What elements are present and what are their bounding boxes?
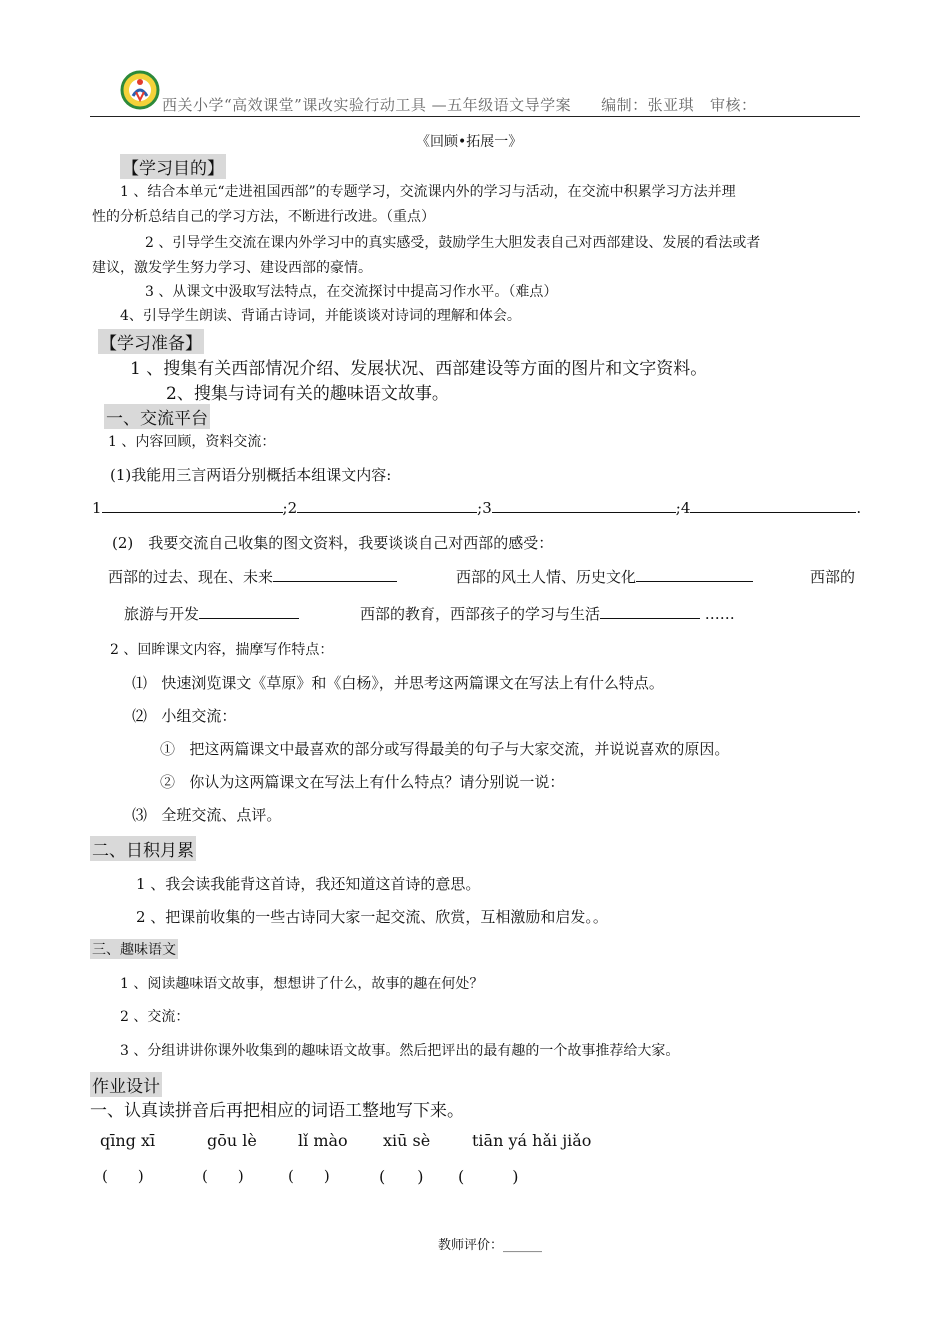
step-2-text: 小组交流： [161,707,237,725]
header-divider [90,116,860,117]
answer-box-4[interactable]: ( ) [379,1167,424,1186]
pinyin-1: qīng xī [100,1131,156,1150]
step-1-num: ⑴ [132,674,148,692]
blank-3-label: ;3 [477,499,492,517]
step-3-num: ⑶ [132,806,148,824]
answer-box-3[interactable]: ( ) [288,1167,330,1185]
answer-box-2[interactable]: ( ) [202,1167,244,1185]
part1-q1: (1)我能用三言两语分别概括本组课文内容: [110,466,392,484]
blank-3[interactable] [492,498,676,513]
part2-item2: 2 、把课前收集的一些古诗同大家一起交流、欣赏，互相激励和启发。。 [136,908,608,926]
topic-c: 西部的 [810,568,856,586]
step-1 [132,672,664,693]
page-header [162,94,756,115]
answer-box-5[interactable]: ( ) [458,1167,519,1186]
header-school-text: 西关小学“高效课堂”课改实验行动工具 —五年级语文导学案 [162,96,572,114]
part3-item1: 1 、阅读趣味语文故事，想想讲了什么，故事的趣在何处？ [120,976,484,992]
summary-blanks [92,498,861,517]
teacher-evaluation-blank[interactable]: ______ [503,1238,543,1253]
blank-end: . [856,499,862,517]
goal-1-line-a: 1 、结合本单元“走进祖国西部”的专题学习，交流课内外的学习与活动，在交流中积累学习方法并理 [120,184,736,200]
part1-sub1: 1 、内容回顾，资料交流： [108,434,276,450]
topic-b-label: 西部的风土人情、历史文化 [456,568,637,586]
topic-b-blank[interactable] [636,567,753,582]
topic-a-blank[interactable] [273,567,397,582]
topic-c2 [124,603,299,624]
pinyin-5: tiān yá hǎi jiǎo [472,1131,592,1150]
blank-1-label: 1 [92,499,102,517]
topic-d [360,603,735,624]
step-3 [132,804,281,825]
header-editor: 编制：张亚琪 [601,96,695,114]
circle-2-num: ② [160,773,176,791]
topic-d-blank[interactable] [600,604,700,619]
blank-4[interactable] [690,498,856,513]
pinyin-2: gōu lè [207,1131,257,1150]
part2-heading: 二、日积月累 [90,836,196,861]
pinyin-3: lǐ mào [298,1131,348,1150]
topic-c2-blank[interactable] [199,604,299,619]
circle-2 [160,771,564,792]
step-1-text: 快速浏览课文《草原》和《白杨》，并思考这两篇课文在写法上有什么特点。 [161,674,664,692]
circle-1-text: 把这两篇课文中最喜欢的部分或写得最美的句子与大家交流，并说说喜欢的原因。 [189,740,730,758]
part1-heading: 一、交流平台 [104,404,210,429]
step-3-text: 全班交流、点评。 [161,806,282,824]
goal-2-line-b: 建议，激发学生努力学习、建设西部的豪情。 [92,260,372,276]
blank-2[interactable] [297,498,477,513]
part3-heading: 三、趣味语文 [90,939,178,959]
circle-1 [160,738,729,759]
step-2 [132,705,236,726]
header-reviewer: 审核： [709,96,757,114]
part1-sub2: 2 、回眸课文内容，揣摩写作特点： [110,642,334,658]
homework-q1: 一、认真读拼音后再把相应的词语工整地写下来。 [90,1101,464,1121]
circle-2-text: 你认为这两篇课文在写法上有什么特点？请分别说一说： [189,773,565,791]
prep-1: 1 、搜集有关西部情况介绍、发展状况、西部建设等方面的图片和文字资料。 [130,359,708,379]
topic-b [456,566,753,587]
goal-4: 4、引导学生朗读、背诵古诗词，并能谈谈对诗词的理解和体会。 [120,308,521,324]
goal-2-line-a: 2 、引导学生交流在课内外学习中的真实感受，鼓励学生大胆发表自己对西部建设、发展的看法或者 [145,235,761,251]
blank-4-label: ;4 [675,499,691,517]
topic-d-label: 西部的教育，西部孩子的学习与生活 [360,605,601,623]
goal-3: 3 、从课文中汲取写法特点，在交流探讨中提高习作水平。（难点） [145,284,558,300]
school-logo [120,70,160,110]
answer-box-1[interactable]: ( ) [102,1167,144,1185]
part1-q2: (2) 我要交流自己收集的图文资料，我要谈谈自己对西部的感受： [112,534,554,552]
part2-item1: 1 、我会读我能背这首诗，我还知道这首诗的意思。 [136,875,481,893]
blank-2-label: ;2 [282,499,298,517]
topic-a-label: 西部的过去、现在、未来 [108,568,274,586]
part3-item2: 2 、交流： [120,1009,190,1025]
topic-a [108,566,397,587]
topic-ellipsis: …… [704,605,735,623]
prep-2: 2、搜集与诗词有关的趣味语文故事。 [166,384,449,404]
prep-heading: 【学习准备】 [98,329,204,354]
pinyin-4: xiū sè [383,1131,431,1150]
teacher-evaluation-label: 教师评价： [438,1238,504,1253]
goal-1-line-b: 性的分析总结自己的学习方法，不断进行改进。（重点） [92,209,435,225]
blank-1[interactable] [102,498,283,513]
topic-c2-label: 旅游与开发 [124,605,200,623]
part3-item3: 3 、分组讲讲你课外收集到的趣味语文故事。然后把评出的最有趣的一个故事推荐给大家。 [120,1043,680,1059]
homework-heading: 作业设计 [90,1072,162,1097]
step-2-num: ⑵ [132,707,148,725]
goals-heading: 【学习目的】 [120,154,226,179]
circle-1-num: ① [160,740,176,758]
page-title: 《回顾•拓展一》 [416,134,523,150]
teacher-evaluation [438,1234,542,1253]
